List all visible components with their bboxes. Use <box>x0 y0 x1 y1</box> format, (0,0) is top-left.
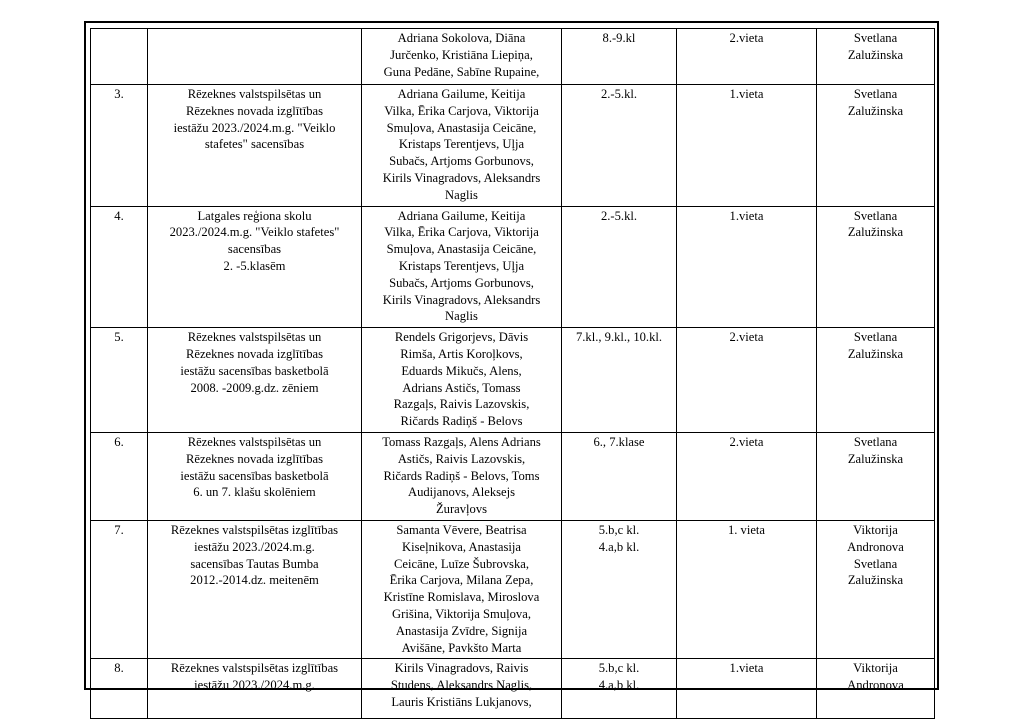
teacher-name: Svetlana Zalužinska <box>817 29 935 85</box>
teacher-name: Viktorija Andronova Svetlana Zalužinska <box>817 520 935 658</box>
row-number: 5. <box>91 328 148 433</box>
class-group: 6., 7.klase <box>562 432 677 520</box>
row-number: 8. <box>91 659 148 719</box>
page-border <box>84 21 939 709</box>
place-result: 1.vieta <box>677 85 817 207</box>
row-number: 3. <box>91 85 148 207</box>
event-name: Rēzeknes valstspilsētas un Rēzeknes novada izglītības iestāžu sacensības basketbolā 2008. -2009.g.dz. zēniem <box>148 328 362 433</box>
table-row <box>91 29 935 85</box>
table-row <box>91 206 935 328</box>
class-group: 8.-9.kl <box>562 29 677 85</box>
participants: Kirils Vinagradovs, Raivis Studens, Aleksandrs Naglis, Lauris Kristiāns Lukjanovs, <box>362 659 562 719</box>
event-name: Latgales reģiona skolu 2023./2024.m.g. "Veiklo stafetes" sacensības 2. -5.klasēm <box>148 206 362 328</box>
teacher-name: Svetlana Zalužinska <box>817 85 935 207</box>
class-group: 2.-5.kl. <box>562 85 677 207</box>
place-result: 2.vieta <box>677 29 817 85</box>
table-row <box>91 659 935 719</box>
event-name: Rēzeknes valstspilsētas izglītības iestāžu 2023./2024.m.g. <box>148 659 362 719</box>
row-number <box>91 29 148 85</box>
participants: Adriana Gailume, Keitija Vilka, Ērika Carjova, Viktorija Smuļova, Anastasija Ceicāne, Kristaps Terentjevs, Uļja Subačs, Artjoms Gorbunovs, Kirils Vinagradovs, Aleksandrs Naglis <box>362 206 562 328</box>
event-name: Rēzeknes valstspilsētas izglītības iestāžu 2023./2024.m.g. sacensības Tautas Bumba 2012.-2014.dz. meitenēm <box>148 520 362 658</box>
participants: Adriana Sokolova, Diāna Jurčenko, Kristiāna Liepiņa, Guna Pedāne, Sabīne Rupaine, <box>362 29 562 85</box>
class-group: 7.kl., 9.kl., 10.kl. <box>562 328 677 433</box>
place-result: 2.vieta <box>677 432 817 520</box>
teacher-name: Svetlana Zalužinska <box>817 432 935 520</box>
participants: Tomass Razgaļs, Alens Adrians Astičs, Raivis Lazovskis, Ričards Radiņš - Belovs, Toms Audijanovs, Aleksejs Žuravļovs <box>362 432 562 520</box>
results-table <box>90 28 935 719</box>
event-name: Rēzeknes valstspilsētas un Rēzeknes novada izglītības iestāžu 2023./2024.m.g. "Veiklo stafetes" sacensības <box>148 85 362 207</box>
participants: Rendels Grigorjevs, Dāvis Rimša, Artis Koroļkovs, Eduards Mikučs, Alens, Adrians Astičs, Tomass Razgaļs, Raivis Lazovskis, Ričards Radiņš - Belovs <box>362 328 562 433</box>
row-number: 6. <box>91 432 148 520</box>
teacher-name: Viktorija Andronova <box>817 659 935 719</box>
table-row <box>91 328 935 433</box>
teacher-name: Svetlana Zalužinska <box>817 206 935 328</box>
participants: Adriana Gailume, Keitija Vilka, Ērika Carjova, Viktorija Smuļova, Anastasija Ceicāne, Kristaps Terentjevs, Uļja Subačs, Artjoms Gorbunovs, Kirils Vinagradovs, Aleksandrs Naglis <box>362 85 562 207</box>
row-number: 7. <box>91 520 148 658</box>
place-result: 2.vieta <box>677 328 817 433</box>
place-result: 1. vieta <box>677 520 817 658</box>
place-result: 1.vieta <box>677 206 817 328</box>
teacher-name: Svetlana Zalužinska <box>817 328 935 433</box>
class-group: 5.b,c kl. 4.a,b kl. <box>562 520 677 658</box>
class-group: 5.b,c kl. 4.a,b kl. <box>562 659 677 719</box>
event-name <box>148 29 362 85</box>
event-name: Rēzeknes valstspilsētas un Rēzeknes novada izglītības iestāžu sacensības basketbolā 6. un 7. klašu skolēniem <box>148 432 362 520</box>
row-number: 4. <box>91 206 148 328</box>
table-row <box>91 520 935 658</box>
table-row <box>91 85 935 207</box>
place-result: 1.vieta <box>677 659 817 719</box>
table-row <box>91 432 935 520</box>
participants: Samanta Vēvere, Beatrisa Kiseļnikova, Anastasija Ceicāne, Luīze Šubrovska, Ērika Carjova, Milana Zepa, Kristīne Romislava, Miroslova Grišina, Viktorija Smuļova, Anastasija Zvīdre, Signija Avišāne, Pavkšto Marta <box>362 520 562 658</box>
class-group: 2.-5.kl. <box>562 206 677 328</box>
